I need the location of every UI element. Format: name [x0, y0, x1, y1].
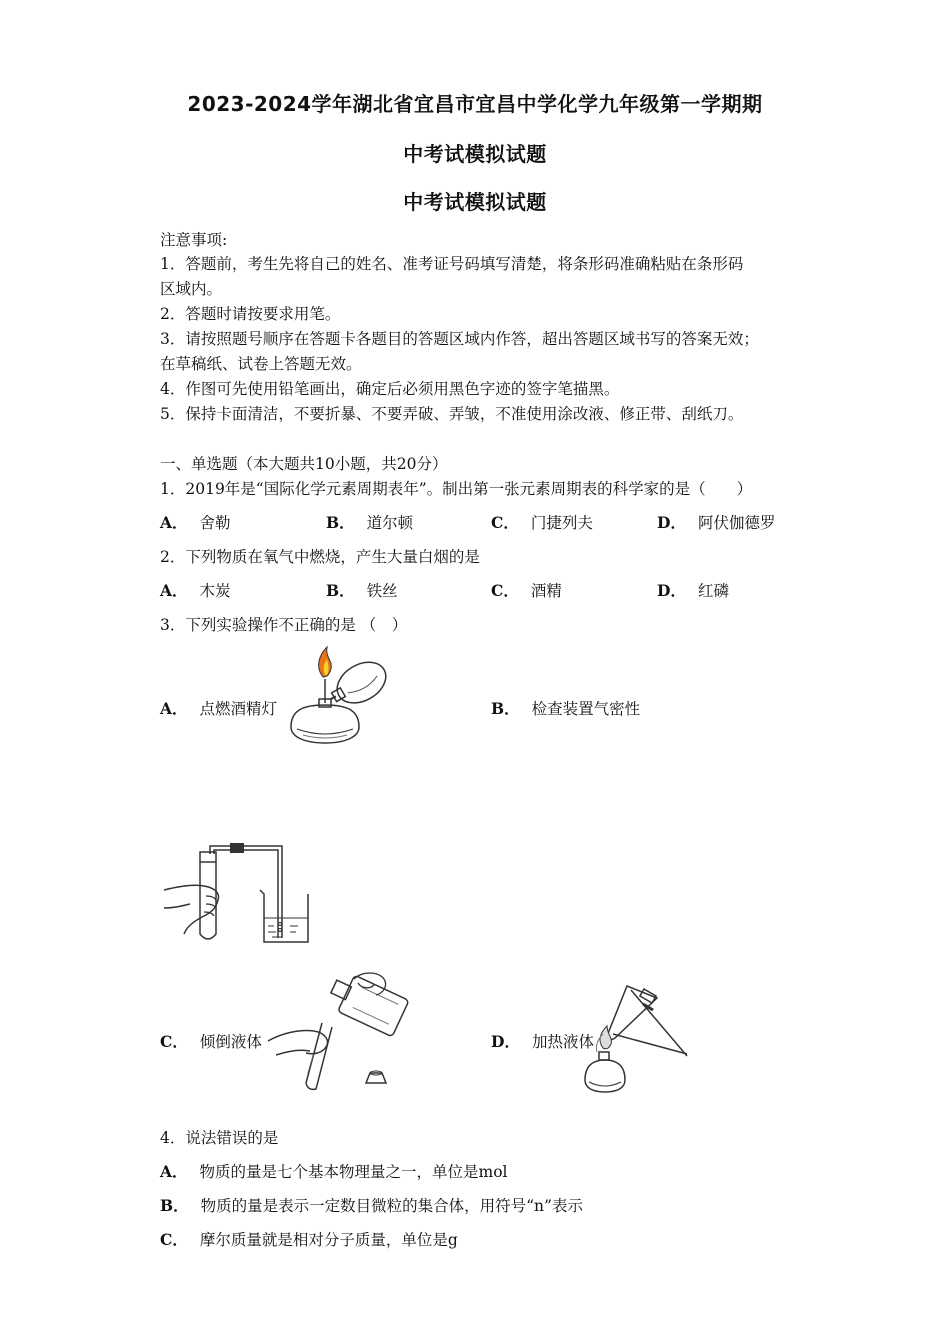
notice-item: 在草稿纸、试卷上答题无效。	[160, 355, 362, 373]
page-title-line2: 中考试模拟试题	[403, 142, 547, 166]
notice-item: 1．答题前，考生先将自己的姓名、准考证号码填写清楚，将条形码准确粘贴在条形码	[160, 255, 744, 273]
question-stem: 1．2019年是“国际化学元素周期表年”。制出第一张元素周期表的科学家的是（ ）	[160, 480, 753, 498]
option-c: C． 摩尔质量就是相对分子质量，单位是g	[160, 1230, 458, 1249]
page-title-line1: 2023-2024学年湖北省宜昌市宜昌中学化学九年级第一学期期	[187, 92, 763, 116]
option-b: B． 物质的量是表示一定数目微粒的集合体，用符号“n”表示	[160, 1196, 583, 1215]
option-a: A． 物质的量是七个基本物理量之一，单位是mol	[160, 1162, 508, 1181]
option-c: C． 门捷列夫	[491, 513, 593, 532]
heating-liquid-figure	[583, 978, 693, 1098]
notice-item: 2．答题时请按要求用笔。	[160, 305, 341, 323]
page-title-line3: 中考试模拟试题	[403, 190, 547, 214]
question-stem: 2．下列物质在氧气中燃烧，产生大量白烟的是	[160, 548, 480, 566]
notice-item: 5．保持卡面清洁，不要折暴、不要弄破、弄皱，不准使用涂改液、修正带、刮纸刀。	[160, 405, 744, 423]
option-d: D． 加热液体	[491, 1032, 594, 1051]
option-d: D． 红磷	[657, 581, 729, 600]
section-heading: 一、单选题（本大题共10小题，共20分）	[160, 455, 448, 473]
notice-item: 3．请按照题号顺序在答题卡各题目的答题区域内作答，超出答题区域书写的答案无效；	[160, 330, 759, 348]
option-c: C． 酒精	[491, 581, 562, 600]
alcohol-lamp-figure	[285, 645, 395, 750]
option-a: A． 木炭	[160, 581, 231, 600]
notice-item: 区域内。	[160, 280, 223, 298]
question-stem: 3．下列实验操作不正确的是 （ ）	[160, 616, 408, 634]
option-b: B． 铁丝	[326, 581, 398, 600]
option-a: A． 点燃酒精灯	[160, 699, 278, 718]
notice-item: 4．作图可先使用铅笔画出，确定后必须用黑色字迹的签字笔描黑。	[160, 380, 620, 398]
option-c: C． 倾倒液体	[160, 1032, 262, 1051]
question-stem: 4．说法错误的是	[160, 1129, 279, 1147]
pouring-liquid-figure	[266, 965, 416, 1095]
option-b: B． 道尔顿	[326, 513, 414, 532]
option-b: B． 检查装置气密性	[491, 699, 641, 718]
option-a: A． 舍勒	[160, 513, 231, 532]
option-d: D． 阿伏伽德罗	[657, 513, 776, 532]
airtightness-figure	[160, 838, 310, 948]
notice-heading: 注意事项:	[160, 231, 228, 249]
